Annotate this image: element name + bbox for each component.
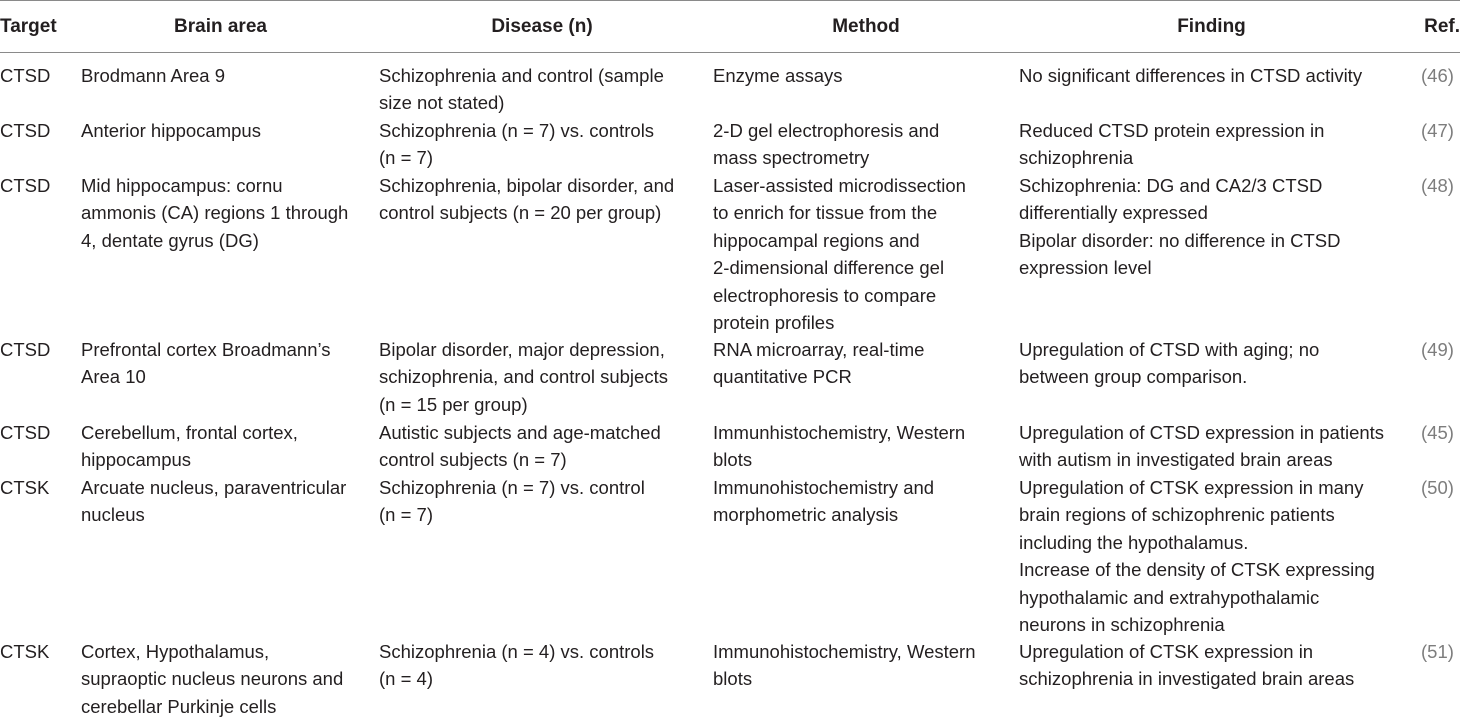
cell-line: Brodmann Area 9: [81, 65, 225, 86]
cell-line: Immunhistochemistry, Western: [713, 422, 966, 443]
cell-brain-area: [81, 638, 371, 720]
cell-line: hippocampal regions and: [713, 229, 920, 251]
cell-line: Bipolar disorder, major depression,: [379, 339, 665, 360]
cell-line: Schizophrenia, bipolar disorder, and: [379, 175, 675, 196]
cell-method: [713, 62, 1005, 89]
cell-line: schizophrenia, and control subjects: [379, 366, 668, 388]
cell-target: CTSK: [0, 477, 50, 498]
cell-line: Autistic subjects and age-matched: [379, 422, 661, 443]
cell-line: Upregulation of CTSD expression in patients: [1019, 422, 1385, 443]
cell-line: cerebellar Purkinje cells: [81, 695, 277, 717]
cell-line: RNA microarray, real-time: [713, 339, 925, 360]
cell-line: electrophoresis to compare: [713, 284, 937, 306]
cell-line: differentially expressed: [1019, 202, 1208, 224]
cell-line: blots: [713, 449, 753, 471]
header-disease: Disease (n): [491, 16, 593, 37]
cell-disease: [379, 62, 699, 117]
cell-line: Reduced CTSD protein expression in: [1019, 120, 1325, 141]
cell-line: supraoptic nucleus neurons and: [81, 668, 344, 690]
cell-line: (n = 15 per group): [379, 393, 528, 415]
cell-line: hypothalamic and extrahypothalamic: [1019, 586, 1320, 608]
cell-line: Arcuate nucleus, paraventricular: [81, 477, 347, 498]
cell-finding: [1019, 638, 1409, 693]
cell-line: expression level: [1019, 257, 1152, 279]
cell-line: nucleus: [81, 504, 145, 526]
cell-line: (n = 7): [379, 147, 433, 169]
cell-line: No significant differences in CTSD activity: [1019, 65, 1363, 86]
cell-disease: [379, 336, 699, 418]
cell-target: CTSD: [0, 339, 51, 360]
cell-line: Schizophrenia (n = 4) vs. controls: [379, 641, 655, 662]
cell-disease: [379, 638, 699, 693]
cell-method: [713, 474, 1005, 529]
cell-target: CTSD: [0, 175, 51, 196]
header-finding: Finding: [1177, 16, 1246, 37]
cell-line: Upregulation of CTSD with aging; no: [1019, 339, 1320, 360]
cell-line: Upregulation of CTSK expression in many: [1019, 477, 1364, 498]
cell-finding: [1019, 419, 1409, 474]
cell-line: Immunohistochemistry and: [713, 477, 935, 498]
cell-line: Schizophrenia and control (sample: [379, 65, 664, 86]
cell-brain-area: [81, 419, 371, 474]
cell-line: between group comparison.: [1019, 366, 1248, 388]
cell-line: ammonis (CA) regions 1 through: [81, 202, 349, 224]
cell-finding: [1019, 117, 1409, 172]
cell-disease: [379, 172, 699, 227]
cell-line: Schizophrenia: DG and CA2/3 CTSD: [1019, 175, 1323, 196]
header-method: Method: [832, 16, 900, 37]
cell-finding: [1019, 62, 1409, 89]
cell-line: including the hypothalamus.: [1019, 531, 1249, 553]
header-ref: Ref.: [1424, 16, 1460, 37]
cell-method: [713, 419, 1005, 474]
cell-line: brain regions of schizophrenic patients: [1019, 504, 1335, 526]
cell-brain-area: [81, 474, 371, 529]
header-rule: [0, 52, 1460, 53]
cell-line: Increase of the density of CTSK expressing: [1019, 559, 1375, 581]
cell-line: size not stated): [379, 92, 505, 114]
cell-line: Cerebellum, frontal cortex,: [81, 422, 298, 443]
cell-ref: (49): [1421, 339, 1454, 360]
cell-brain-area: [81, 172, 371, 254]
cell-line: schizophrenia in investigated brain areas: [1019, 668, 1355, 690]
cell-line: protein profiles: [713, 312, 835, 334]
cell-line: control subjects (n = 20 per group): [379, 202, 662, 224]
cell-line: (n = 7): [379, 504, 433, 526]
cell-finding: [1019, 172, 1409, 282]
table-top-rule: [0, 0, 1460, 1]
cell-line: quantitative PCR: [713, 366, 852, 388]
cell-line: Schizophrenia (n = 7) vs. control: [379, 477, 645, 498]
cell-line: Anterior hippocampus: [81, 120, 261, 141]
cell-line: 4, dentate gyrus (DG): [81, 229, 259, 251]
cell-line: Laser-assisted microdissection: [713, 175, 966, 196]
cell-line: blots: [713, 668, 753, 690]
cell-line: Immunohistochemistry, Western: [713, 641, 976, 662]
cell-disease: [379, 474, 699, 529]
cell-method: [713, 336, 1005, 391]
cell-finding: [1019, 336, 1409, 391]
cell-finding: [1019, 474, 1409, 638]
cell-disease: [379, 419, 699, 474]
cell-line: mass spectrometry: [713, 147, 870, 169]
cell-line: control subjects (n = 7): [379, 449, 567, 471]
cell-ref: (48): [1421, 175, 1454, 196]
cell-ref: (50): [1421, 477, 1454, 498]
cell-line: Mid hippocampus: cornu: [81, 175, 283, 196]
cell-ref: (46): [1421, 65, 1454, 86]
cell-line: Bipolar disorder: no difference in CTSD: [1019, 229, 1341, 251]
cell-line: Upregulation of CTSK expression in: [1019, 641, 1314, 662]
cell-brain-area: [81, 336, 371, 391]
cell-line: Area 10: [81, 366, 146, 388]
cell-ref: (51): [1421, 641, 1454, 662]
cell-method: [713, 117, 1005, 172]
cell-line: Prefrontal cortex Broadmann’s: [81, 339, 331, 360]
cell-brain-area: [81, 117, 371, 144]
cell-line: Enzyme assays: [713, 65, 843, 86]
cell-brain-area: [81, 62, 371, 89]
cell-line: hippocampus: [81, 449, 192, 471]
cell-line: Cortex, Hypothalamus,: [81, 641, 270, 662]
cell-ref: (45): [1421, 422, 1454, 443]
cell-target: CTSD: [0, 422, 51, 443]
cell-line: to enrich for tissue from the: [713, 202, 938, 224]
cell-ref: (47): [1421, 120, 1454, 141]
cell-method: [713, 172, 1005, 336]
cell-line: neurons in schizophrenia: [1019, 614, 1225, 636]
cell-target: CTSK: [0, 641, 50, 662]
cell-line: 2-dimensional difference gel: [713, 257, 945, 279]
header-brain-area: Brain area: [174, 16, 267, 37]
cell-method: [713, 638, 1005, 693]
cell-line: schizophrenia: [1019, 147, 1134, 169]
header-target: Target: [0, 16, 57, 37]
cell-line: morphometric analysis: [713, 504, 899, 526]
cell-line: with autism in investigated brain areas: [1019, 449, 1333, 471]
cell-target: CTSD: [0, 120, 51, 141]
cell-target: CTSD: [0, 65, 51, 86]
cell-line: 2-D gel electrophoresis and: [713, 120, 940, 141]
cell-line: (n = 4): [379, 668, 433, 690]
cell-line: Schizophrenia (n = 7) vs. controls: [379, 120, 655, 141]
cell-disease: [379, 117, 699, 172]
